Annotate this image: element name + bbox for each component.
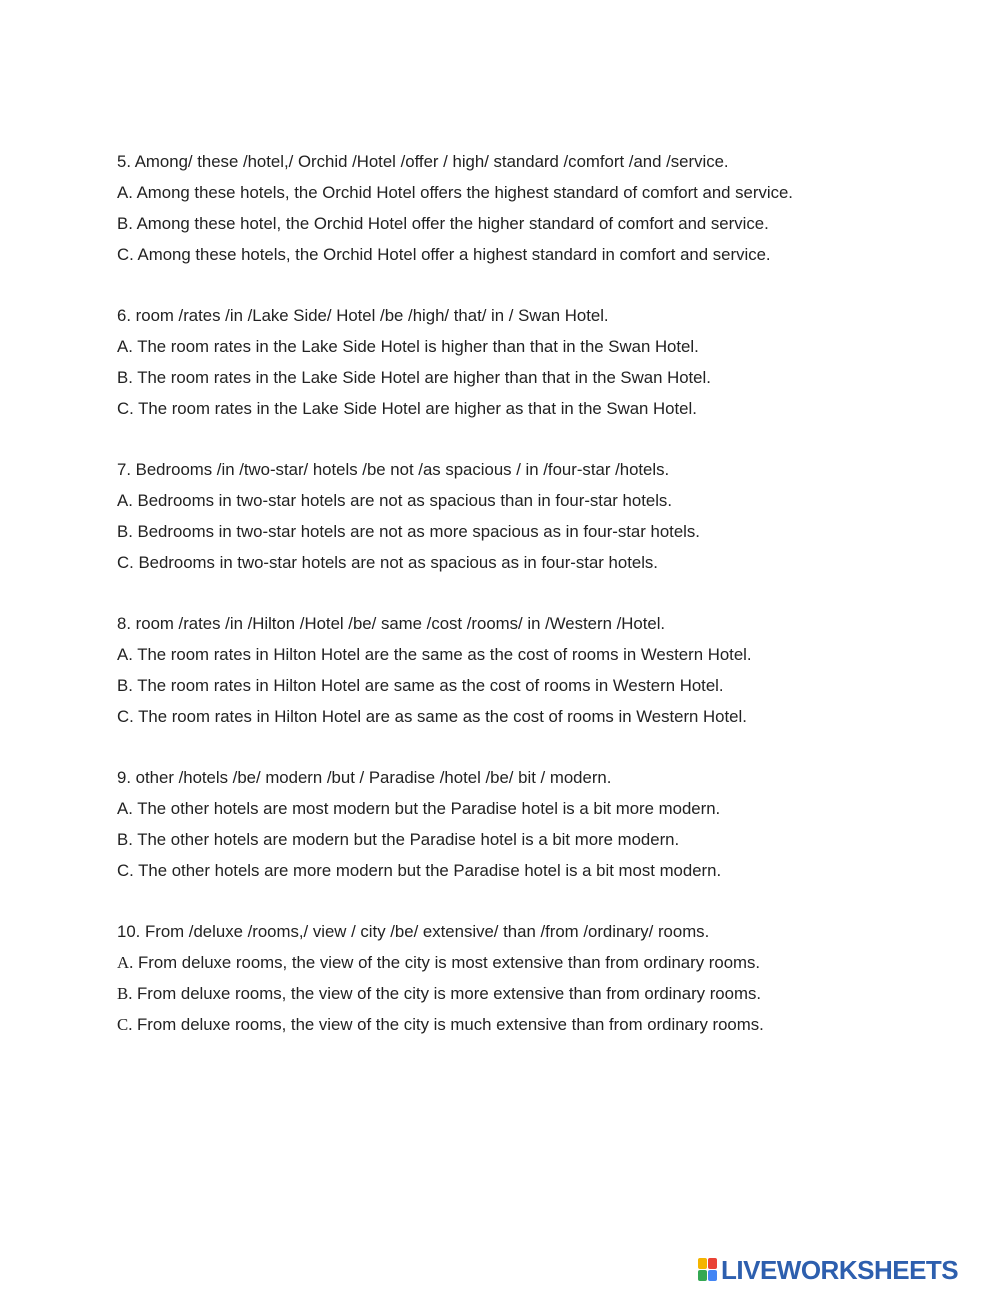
option-letter: C. — [117, 553, 134, 572]
answer-option[interactable] — [117, 639, 977, 670]
answer-option[interactable] — [117, 362, 977, 393]
answer-option[interactable] — [117, 393, 977, 424]
answer-option[interactable] — [117, 793, 977, 824]
option-letter: C. — [117, 399, 134, 418]
question-prompt: 7. Bedrooms /in /two-star/ hotels /be not /as spacious / in /four-star /hotels. — [117, 460, 670, 479]
option-text: The other hotels are most modern but the Paradise hotel is a bit more modern. — [132, 799, 721, 818]
option-letter: B. — [117, 984, 133, 1003]
option-text: The other hotels are modern but the Paradise hotel is a bit more modern. — [132, 830, 680, 849]
option-text: From deluxe rooms, the view of the city is most extensive than from ordinary rooms. — [133, 953, 761, 972]
answer-option[interactable] — [117, 485, 977, 516]
question-7 — [117, 454, 977, 578]
answer-option[interactable] — [117, 1009, 977, 1040]
option-text: The other hotels are more modern but the Paradise hotel is a bit most modern. — [133, 861, 722, 880]
option-letter: C. — [117, 245, 134, 264]
option-text: From deluxe rooms, the view of the city is much extensive than from ordinary rooms. — [132, 1015, 764, 1034]
question-prompt: 6. room /rates /in /Lake Side/ Hotel /be /high/ that/ in / Swan Hotel. — [117, 306, 609, 325]
option-text: The room rates in Hilton Hotel are the same as the cost of rooms in Western Hotel. — [132, 645, 752, 664]
answer-option[interactable] — [117, 670, 977, 701]
option-text: From deluxe rooms, the view of the city is more extensive than from ordinary rooms. — [132, 984, 761, 1003]
question-prompt: 10. From /deluxe /rooms,/ view / city /be/ extensive/ than /from /ordinary/ rooms. — [117, 922, 710, 941]
answer-option[interactable] — [117, 516, 977, 547]
question-prompt: 5. Among/ these /hotel,/ Orchid /Hotel /offer / high/ standard /comfort /and /service. — [117, 152, 729, 171]
option-letter: B. — [117, 676, 133, 695]
option-letter: A. — [117, 953, 134, 972]
option-text: Bedrooms in two-star hotels are not as spacious as in four-star hotels. — [133, 553, 658, 572]
option-text: The room rates in Hilton Hotel are as same as the cost of rooms in Western Hotel. — [133, 707, 747, 726]
option-text: Bedrooms in two-star hotels are not as more spacious as in four-star hotels. — [132, 522, 700, 541]
option-letter: A. — [117, 799, 133, 818]
liveworksheets-logo-icon — [698, 1258, 718, 1282]
liveworksheets-logo — [698, 1255, 958, 1285]
answer-option[interactable] — [117, 947, 977, 978]
answer-option[interactable] — [117, 855, 977, 886]
option-text: The room rates in the Lake Side Hotel are higher than that in the Swan Hotel. — [132, 368, 711, 387]
option-letter: A. — [117, 645, 133, 664]
question-5 — [117, 146, 977, 270]
answer-option[interactable] — [117, 239, 977, 270]
question-9 — [117, 762, 977, 886]
option-letter: C. — [117, 707, 134, 726]
option-text: Bedrooms in two-star hotels are not as spacious than in four-star hotels. — [132, 491, 672, 510]
option-letter: B. — [117, 368, 133, 387]
option-text: The room rates in the Lake Side Hotel is higher than that in the Swan Hotel. — [132, 337, 699, 356]
option-letter: A. — [117, 491, 133, 510]
answer-option[interactable] — [117, 177, 977, 208]
answer-option[interactable] — [117, 701, 977, 732]
answer-option[interactable] — [117, 547, 977, 578]
question-10 — [117, 916, 977, 1040]
option-letter: B. — [117, 214, 133, 233]
option-letter: B. — [117, 522, 133, 541]
option-letter: C. — [117, 861, 134, 880]
option-text: Among these hotel, the Orchid Hotel offer the higher standard of comfort and service. — [132, 214, 769, 233]
worksheet-body — [117, 146, 977, 1070]
answer-option[interactable] — [117, 978, 977, 1009]
option-text: The room rates in Hilton Hotel are same as the cost of rooms in Western Hotel. — [132, 676, 724, 695]
answer-option[interactable] — [117, 208, 977, 239]
question-8 — [117, 608, 977, 732]
question-prompt: 8. room /rates /in /Hilton /Hotel /be/ same /cost /rooms/ in /Western /Hotel. — [117, 614, 666, 633]
option-letter: C. — [117, 1015, 133, 1034]
option-letter: B. — [117, 830, 133, 849]
liveworksheets-logo-text: LIVEWORKSHEETS — [721, 1255, 959, 1285]
option-text: The room rates in the Lake Side Hotel are higher as that in the Swan Hotel. — [133, 399, 697, 418]
option-text: Among these hotels, the Orchid Hotel offers the highest standard of comfort and service. — [132, 183, 793, 202]
question-6 — [117, 300, 977, 424]
question-prompt: 9. other /hotels /be/ modern /but / Paradise /hotel /be/ bit / modern. — [117, 768, 612, 787]
answer-option[interactable] — [117, 824, 977, 855]
option-letter: A. — [117, 183, 133, 202]
option-letter: A. — [117, 337, 133, 356]
answer-option[interactable] — [117, 331, 977, 362]
option-text: Among these hotels, the Orchid Hotel offer a highest standard in comfort and service. — [133, 245, 771, 264]
